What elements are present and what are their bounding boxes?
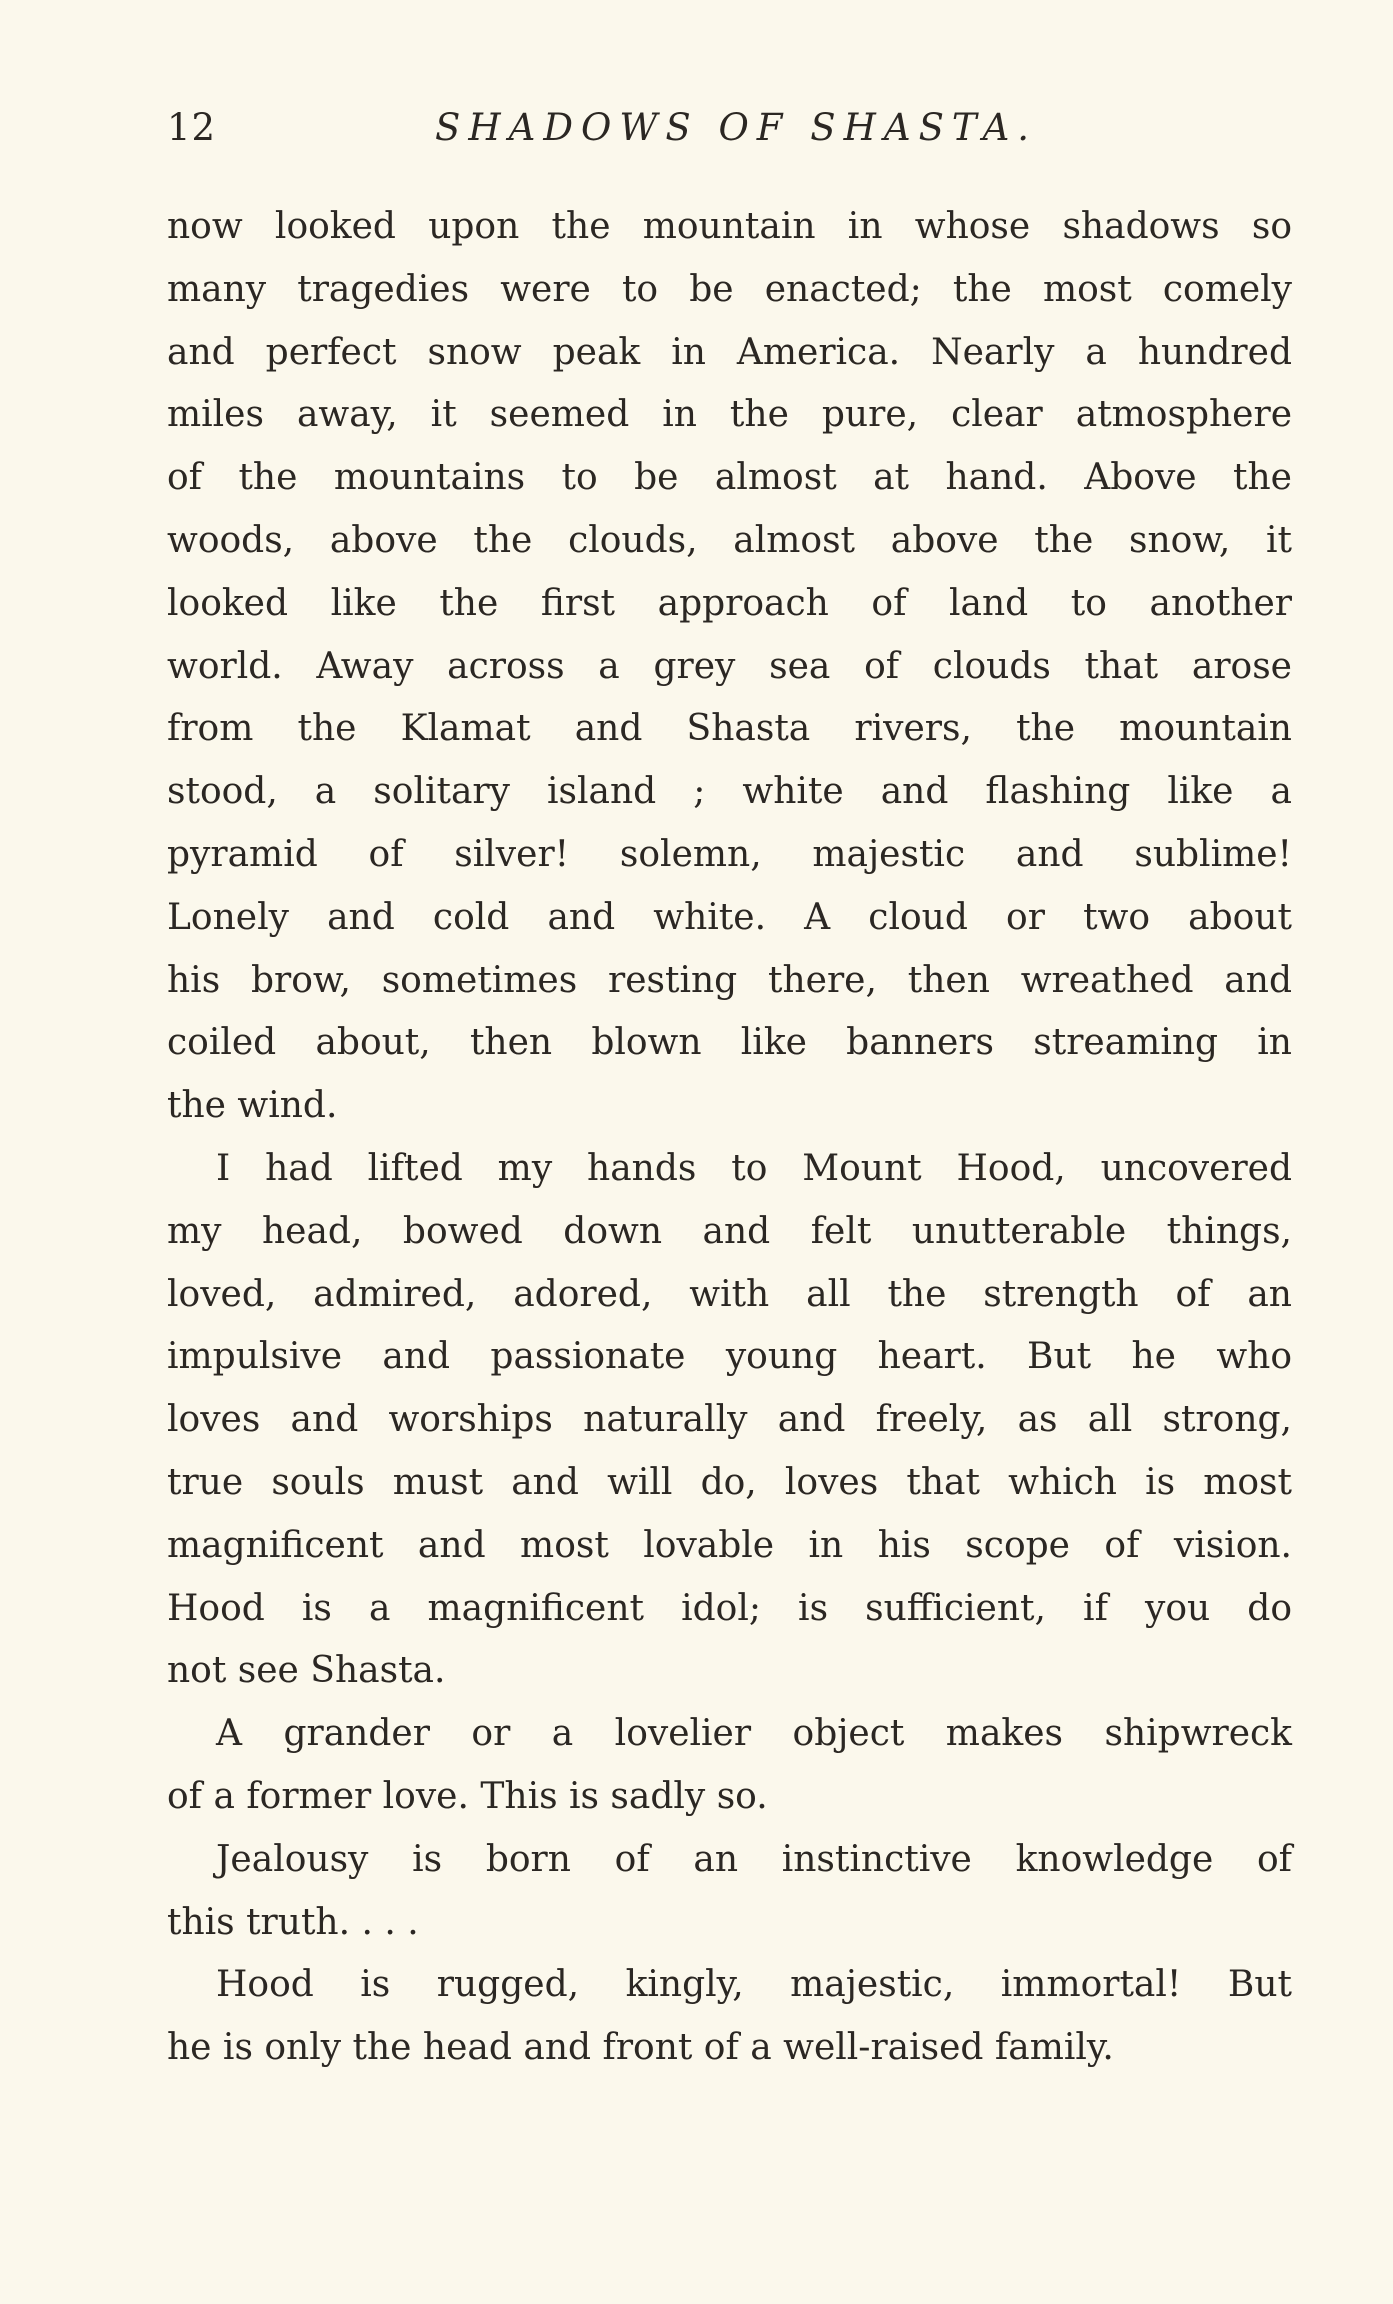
text-line: impulsive and passionate young heart. But he who [167,1336,1292,1378]
text-line: many tragedies were to be enacted; the most comely [167,268,1292,310]
text-line: he is only the head and front of a well-raised family. [167,2027,1114,2069]
text-line: miles away, it seemed in the pure, clear atmosphere [167,394,1292,436]
text-line: stood, a solitary island ; white and flashing like a [167,771,1292,813]
text-line: Hood is a magnificent idol; is sufficient, if you do [167,1587,1292,1629]
text-line: pyramid of silver! solemn, majestic and sublime! [167,833,1292,875]
text-line: my head, bowed down and felt unutterable things, [167,1210,1292,1252]
paragraph [167,1703,1292,1829]
text-line: this truth. . . . [167,1901,419,1943]
text-line: coiled about, then blown like banners streaming in [167,1022,1292,1064]
text-line: woods, above the clouds, almost above the snow, it [167,519,1292,561]
paragraph [167,1829,1292,1955]
running-title: SHADOWS OF SHASTA. [435,106,1038,149]
text-line: looked like the first approach of land to another [167,582,1292,624]
text-line: loved, admired, adored, with all the strength of an [167,1273,1292,1315]
text-line: the wind. [167,1085,338,1127]
text-line: now looked upon the mountain in whose shadows so [167,206,1292,247]
text-line: loves and worships naturally and freely, as all strong, [167,1399,1292,1441]
text-line: Jealousy is born of an instinctive knowledge of [216,1838,1292,1880]
text-line: magnificent and most lovable in his scope of vision. [167,1524,1292,1566]
page-number: 12 [167,106,217,149]
paragraph [167,1954,1292,2080]
paragraph [167,1138,1292,1703]
text-line: Hood is rugged, kingly, majestic, immortal! But [216,1964,1292,2006]
text-line: and perfect snow peak in America. Nearly a hundred [167,331,1292,373]
text-line: A grander or a lovelier object makes shipwreck [216,1713,1292,1755]
text-line: Lonely and cold and white. A cloud or two about [167,896,1292,938]
body-text [167,196,1292,2080]
text-line: of the mountains to be almost at hand. Above the [167,457,1292,499]
running-head [167,106,1292,156]
paragraph [167,196,1292,1138]
text-line: world. Away across a grey sea of clouds that arose [167,645,1292,687]
text-line: of a former love. This is sadly so. [167,1775,768,1817]
text-line: from the Klamat and Shasta rivers, the mountain [167,708,1292,750]
text-line: his brow, sometimes resting there, then wreathed and [167,959,1292,1001]
text-line: not see Shasta. [167,1650,446,1692]
text-line: true souls must and will do, loves that which is most [167,1461,1292,1503]
text-line: I had lifted my hands to Mount Hood, uncovered [216,1147,1292,1189]
